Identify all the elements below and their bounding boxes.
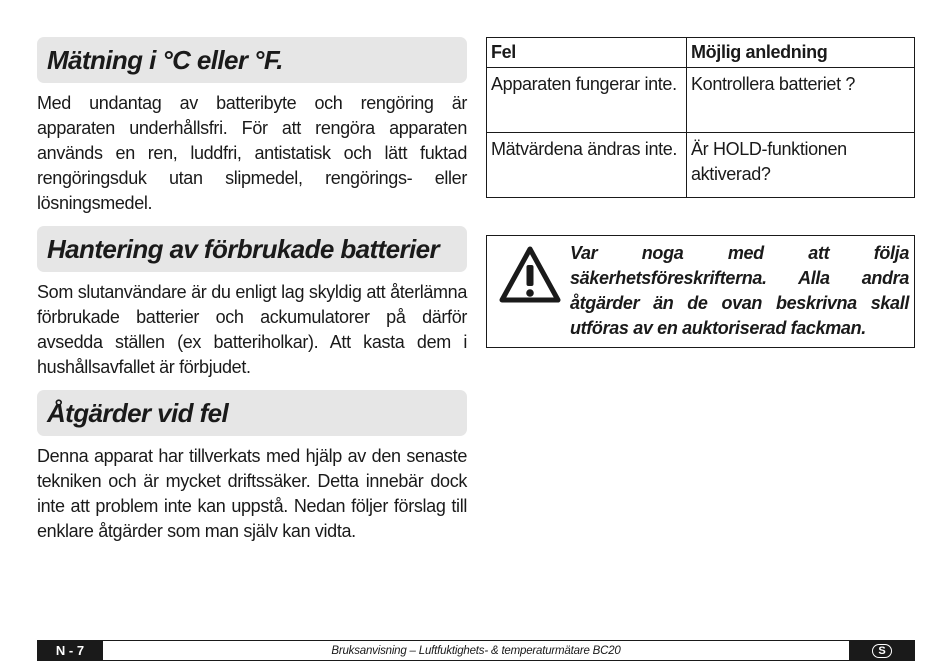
section-body-troubleshooting: Denna apparat har tillverkats med hjälp av den senaste tekniken och är mycket driftssäker. Detta innebär dock inte att problem inte kan uppstå. Nedan följer förslag till enklare åtgärder som man själv kan vidta. [37, 446, 467, 541]
page-footer [37, 640, 915, 661]
table-header-row [487, 38, 915, 68]
table-header-fault: Fel [487, 38, 687, 68]
safety-warning-text: Var noga med att följa säkerhetsföreskrifterna. Alla andra åtgärder än de ovan beskrivna skall utföras av en auktoriserad fackman. [570, 243, 909, 338]
section-heading-measurement: Mätning i °C eller °F. [37, 37, 467, 83]
table-row [487, 133, 915, 198]
warning-triangle-icon [498, 243, 562, 307]
language-code: S [872, 644, 892, 658]
section-heading-batteries: Hantering av förbrukade batterier [37, 226, 467, 272]
table-cell-cause: Kontrollera batteriet ? [687, 68, 915, 133]
language-badge [849, 640, 915, 661]
table-cell-fault: Apparaten fungerar inte. [487, 68, 687, 133]
left-column [37, 37, 467, 554]
table-cell-cause: Är HOLD-funktionen aktiverad? [687, 133, 915, 198]
table-cell-fault: Mätvärdena ändras inte. [487, 133, 687, 198]
table-header-cause: Möjlig anledning [687, 38, 915, 68]
section-body-batteries: Som slutanvändare är du enligt lag skyldig att återlämna förbrukade batterier och ackumulatorer på därför avsedda ställen (ex batteriholkar). Att kasta dem i hushållsavfallet är förbjudet. [37, 282, 467, 377]
page-number: N - 7 [37, 640, 103, 661]
section-body-measurement: Med undantag av batteribyte och rengöring är apparaten underhållsfri. För att rengöra apparaten används en ren, luddfri, antistatisk och lätt fuktad rengöringsduk utan slipmedel, rengörings- eller lösningsmedel. [37, 93, 467, 213]
right-column [486, 37, 915, 198]
safety-warning-box [486, 235, 915, 348]
table-row [487, 68, 915, 133]
section-heading-troubleshooting: Åtgärder vid fel [37, 390, 467, 436]
troubleshooting-table [486, 37, 915, 198]
footer-manual-title: Bruksanvisning – Luftfuktighets- & temperaturmätare BC20 [331, 644, 621, 657]
